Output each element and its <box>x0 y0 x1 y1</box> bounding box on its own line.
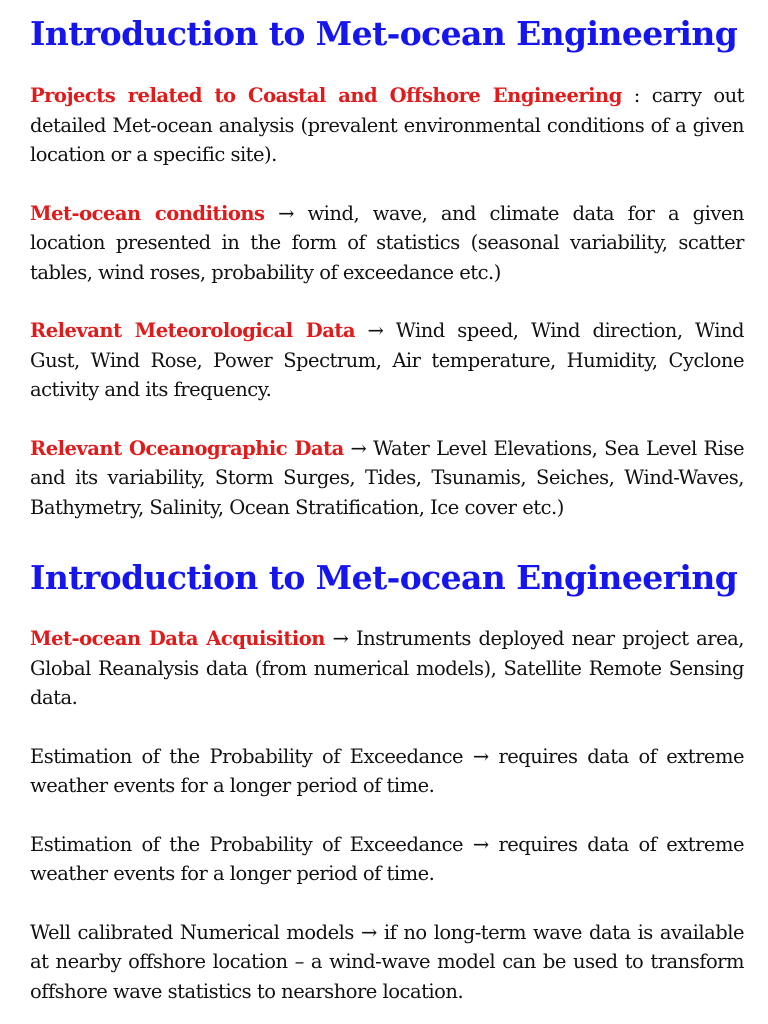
paragraph-probability-exceedance-2 <box>30 830 744 889</box>
slide-1-title: Introduction to Met-ocean Engineering <box>30 14 738 53</box>
text-meteorological-data: Wind speed, Wind direction, Wind Gust, Wind Rose, Power Spectrum, Air temperature, Humidity, Cyclone activity and its frequency. <box>30 319 744 401</box>
text-probability-exceedance-1: Estimation of the Probability of Exceedance → requires data of extreme weather events for a longer period of time. <box>30 744 744 797</box>
paragraph-numerical-models <box>30 918 744 1007</box>
paragraph-metocean-conditions <box>30 199 744 288</box>
document-page <box>30 14 744 1006</box>
text-data-acquisition: Instruments deployed near project area, Global Reanalysis data (from numerical models), Satellite Remote Sensing data. <box>30 627 744 709</box>
text-probability-exceedance-2: Estimation of the Probability of Exceedance → requires data of extreme weather events for a longer period of time. <box>30 832 744 885</box>
term-metocean-conditions: Met-ocean conditions <box>30 201 265 225</box>
text-oceanographic-data: Water Level Elevations, Sea Level Rise and its variability, Storm Surges, Tides, Tsunamis, Seiches, Wind-Waves, Bathymetry, Salinity, Ocean Stratification, Ice cover etc.) <box>30 436 744 519</box>
term-oceanographic-data: Relevant Oceanographic Data <box>30 436 344 460</box>
text-metocean-conditions: wind, wave, and climate data for a given location presented in the form of statistics (seasonal variability, scatter tables, wind roses, probability of exceedance etc.) <box>30 201 744 284</box>
paragraph-meteorological-data <box>30 316 744 405</box>
connector-data-acquisition: → <box>324 627 356 650</box>
slide-2-title: Introduction to Met-ocean Engineering <box>30 558 738 597</box>
connector-oceanographic-data: → <box>343 436 374 460</box>
paragraph-probability-exceedance-1 <box>30 742 744 801</box>
paragraph-oceanographic-data <box>30 434 744 523</box>
connector-projects: : <box>621 84 652 107</box>
text-projects: carry out detailed Met-ocean analysis (prevalent environmental conditions of a given location or a specific site). <box>30 84 744 166</box>
paragraph-data-acquisition <box>30 624 744 713</box>
term-projects: Projects related to Coastal and Offshore Engineering <box>30 84 622 107</box>
connector-meteorological-data: → <box>354 319 396 342</box>
term-meteorological-data: Relevant Meteorological Data <box>30 319 355 342</box>
connector-metocean-conditions: → <box>264 201 308 225</box>
paragraph-projects <box>30 81 744 170</box>
term-data-acquisition: Met-ocean Data Acquisition <box>30 627 325 650</box>
text-numerical-models: Well calibrated Numerical models → if no long-term wave data is available at nearby offshore location – a wind-wave model can be used to transform offshore wave statistics to nearshore location. <box>30 920 744 1003</box>
